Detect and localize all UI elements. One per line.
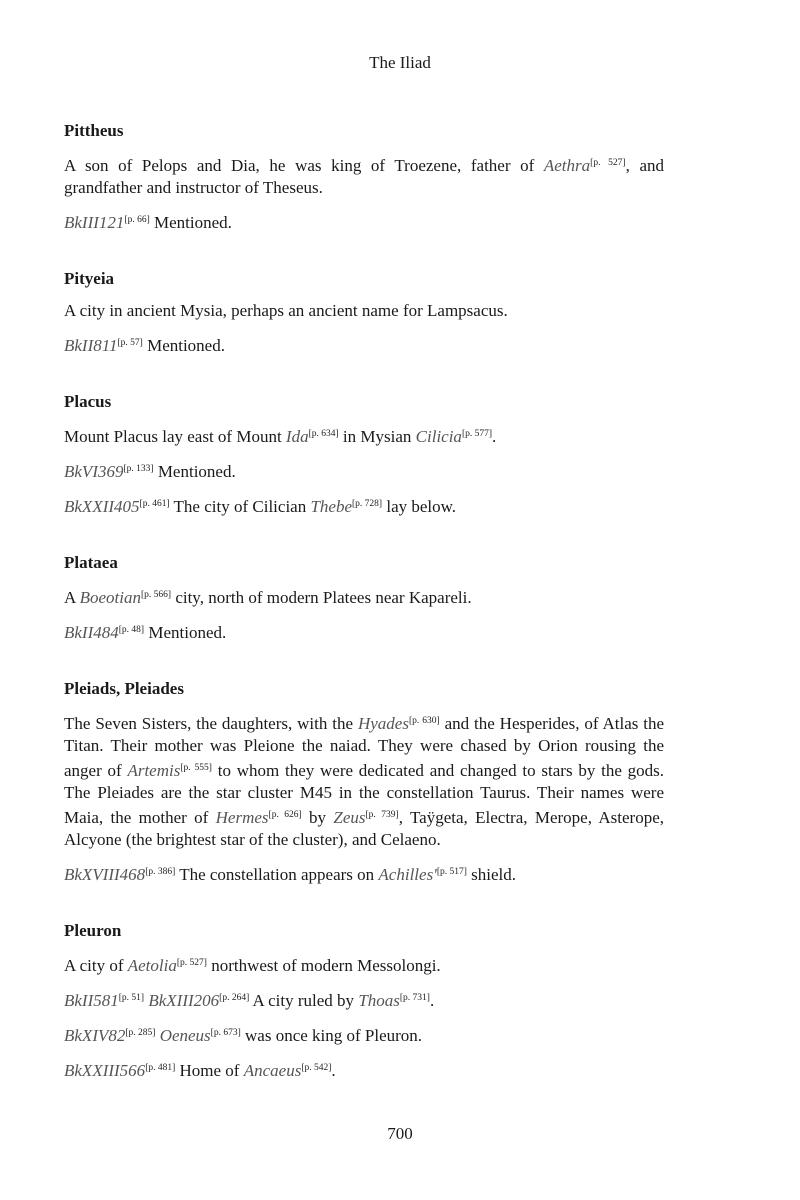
- cross-reference-link[interactable]: Zeus: [333, 808, 366, 827]
- body-text: The city of Cilician: [169, 497, 311, 516]
- book-line-link[interactable]: BkXIII206: [148, 991, 220, 1010]
- body-text: northwest of modern Messolongi.: [206, 956, 441, 975]
- book-line-link[interactable]: BkIII121: [64, 213, 125, 232]
- entry-description: [64, 584, 664, 609]
- body-text: A son of Pelops and Dia, he was king of Troezene, father of: [64, 156, 544, 175]
- book-line-link[interactable]: BkXXIII566: [64, 1061, 146, 1080]
- book-line-link[interactable]: BkII811: [64, 336, 118, 355]
- body-text: A city ruled by: [249, 991, 359, 1010]
- entry-description: [64, 152, 664, 199]
- page-reference: [p. 48]: [118, 625, 145, 635]
- body-text: Home of: [175, 1061, 244, 1080]
- glossary-entry: [64, 679, 664, 886]
- body-text: , Taÿgeta, Electra, Merope, Asterope, Alcyone (the brightest star of the cluster), and Celaeno.: [64, 808, 664, 849]
- page-reference: [p. 66]: [124, 215, 150, 225]
- entry-reference-line: [64, 861, 664, 886]
- entry-reference-line: [64, 493, 664, 518]
- body-text: by: [301, 808, 334, 827]
- body-text: , and grandfather and instructor of Theseus.: [64, 156, 664, 197]
- body-text: to whom they were dedicated and changed to stars by the gods. The Pleiades are the star cluster M45 in the constellation Taurus. Their names were Maia, the mother of: [64, 761, 665, 827]
- entry-reference-line: [64, 987, 664, 1012]
- body-text: A city of: [64, 956, 128, 975]
- cross-reference-link[interactable]: Ida: [285, 427, 309, 446]
- book-line-link[interactable]: BkII484: [64, 623, 119, 642]
- entry-description: [64, 710, 664, 851]
- body-text: was once king of Pleuron.: [240, 1026, 423, 1045]
- page-reference: [p. 577]: [461, 429, 493, 439]
- body-text: shield.: [466, 865, 517, 884]
- body-text: .: [429, 991, 435, 1010]
- page-reference: [p. 728]: [352, 499, 383, 509]
- page-reference: [p. 133]: [123, 464, 154, 474]
- entry-title: Plataea: [64, 553, 118, 572]
- book-line-link[interactable]: BkVI369: [64, 462, 124, 481]
- cross-reference-link[interactable]: Thebe: [310, 497, 353, 516]
- body-text: city, north of modern Platees near Kapareli.: [171, 588, 472, 607]
- cross-reference-link[interactable]: Aetolia: [127, 956, 177, 975]
- page-reference: [p. 626]: [268, 810, 302, 820]
- glossary-entry: [64, 269, 664, 357]
- body-text: Mentioned.: [142, 336, 225, 355]
- page-reference: [p. 634]: [308, 429, 339, 439]
- cross-reference-link[interactable]: Cilicia: [415, 427, 462, 446]
- body-text: A city in ancient Mysia, perhaps an ancient name for Lampsacus.: [64, 301, 508, 320]
- glossary-entry: [64, 392, 664, 518]
- entry-reference-line: [64, 332, 664, 357]
- body-text: Mentioned.: [153, 462, 236, 481]
- page-reference: [p. 481]: [145, 1063, 176, 1073]
- body-text: A: [64, 588, 80, 607]
- entry-description: [64, 300, 664, 322]
- body-text: .: [492, 427, 497, 446]
- page-reference: [p. 739]: [365, 810, 399, 820]
- glossary-entry: [64, 921, 664, 1082]
- entry-reference-line: [64, 1057, 664, 1082]
- entry-description: [64, 423, 664, 448]
- entry-description: [64, 952, 664, 977]
- book-line-link[interactable]: BkXIV82: [64, 1026, 126, 1045]
- page-reference: [p. 555]: [180, 763, 212, 773]
- cross-reference-link[interactable]: Oeneus: [159, 1026, 211, 1045]
- page-reference: [p. 566]: [140, 590, 172, 600]
- entry-title: Pittheus: [64, 121, 124, 140]
- running-head-title: The Iliad: [369, 53, 431, 72]
- page-reference: [p. 630]: [408, 716, 440, 726]
- body-text: Mentioned.: [149, 213, 232, 232]
- entry-reference-line: [64, 1022, 664, 1047]
- book-line-link[interactable]: BkXXII405: [64, 497, 140, 516]
- page-reference: [p. 673]: [210, 1028, 241, 1038]
- cross-reference-link[interactable]: Ancaeus: [243, 1061, 302, 1080]
- page-number: 700: [387, 1124, 413, 1143]
- body-text: lay below.: [382, 497, 457, 516]
- page-reference: [p. 461]: [139, 499, 170, 509]
- entry-title: Pityeia: [64, 269, 115, 288]
- entry-reference-line: [64, 209, 664, 234]
- cross-reference-link[interactable]: Hyades: [357, 714, 409, 733]
- page-reference: [p. 386]: [145, 867, 176, 877]
- glossary-content: [64, 121, 664, 1082]
- page-reference: [p. 285]: [125, 1028, 156, 1038]
- book-line-link[interactable]: BkXVIII468: [64, 865, 146, 884]
- body-text: The Seven Sisters, the daughters, with the: [64, 714, 358, 733]
- body-text: Mentioned.: [144, 623, 227, 642]
- page-reference: [p. 51]: [118, 993, 145, 1003]
- page-reference: [p. 527]: [176, 958, 207, 968]
- page-reference: [p. 731]: [399, 993, 430, 1003]
- cross-reference-link[interactable]: Hermes: [215, 808, 269, 827]
- body-text: Mount Placus lay east of Mount: [64, 427, 286, 446]
- glossary-entry: [64, 121, 664, 234]
- glossary-entry: [64, 553, 664, 644]
- page-reference: [p. 264]: [219, 993, 250, 1003]
- book-line-link[interactable]: BkII581: [64, 991, 119, 1010]
- entry-reference-line: [64, 458, 664, 483]
- body-text: The constellation appears on: [175, 865, 379, 884]
- entry-title: Pleiads, Pleiades: [64, 679, 184, 698]
- cross-reference-link[interactable]: Aethra: [543, 156, 591, 175]
- body-text: in Mysian: [338, 427, 416, 446]
- body-text: .: [331, 1061, 336, 1080]
- page-reference: [p. 57]: [117, 338, 143, 348]
- cross-reference-link[interactable]: Artemis: [127, 761, 181, 780]
- cross-reference-link[interactable]: Thoas: [358, 991, 400, 1010]
- entry-reference-line: [64, 619, 664, 644]
- entry-title: Placus: [64, 392, 112, 411]
- page-reference: [p. 517]: [436, 867, 467, 877]
- entry-title: Pleuron: [64, 921, 122, 940]
- page-reference: [p. 527]: [590, 158, 626, 168]
- cross-reference-link[interactable]: Boeotian: [79, 588, 141, 607]
- page-reference: [p. 542]: [301, 1063, 332, 1073]
- cross-reference-link[interactable]: Achilles': [378, 865, 437, 884]
- body-text: and the Hesperides, of Atlas the Titan. Their mother was Pleione the naiad. They were chased by Orion rousing the anger of: [64, 714, 665, 780]
